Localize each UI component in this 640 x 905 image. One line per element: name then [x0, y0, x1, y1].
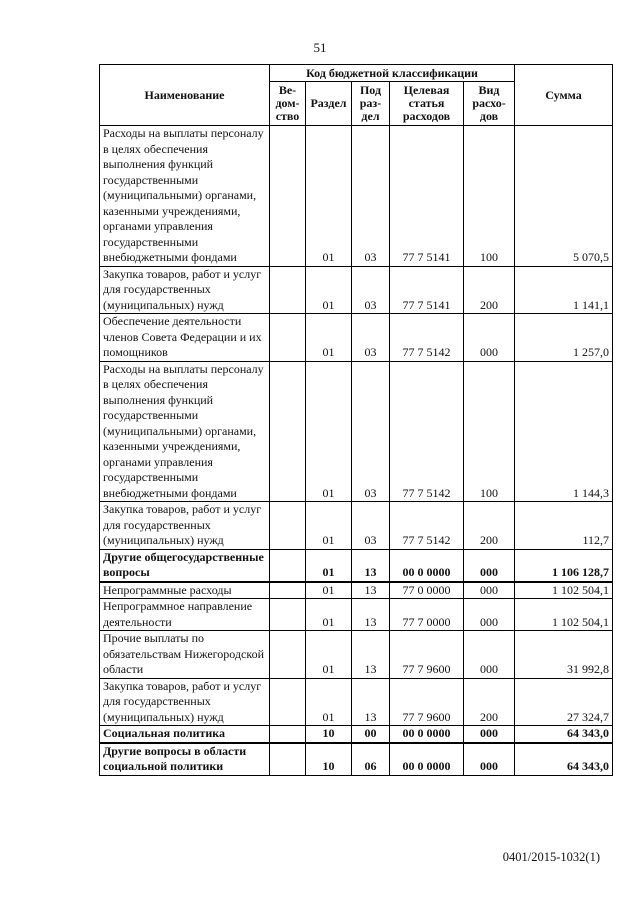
row-podrazdel: 03: [352, 314, 390, 362]
row-sum: 112,7: [515, 502, 613, 550]
row-razdel: 01: [306, 599, 352, 631]
row-podrazdel: 13: [352, 678, 390, 726]
row-podrazdel: 03: [352, 361, 390, 502]
table-row: [100, 266, 613, 314]
row-name: Расходы на выплаты персоналу в целях обеспечения выполнения функций государственными (муниципальными) органами, казенными учреждениями, органами управления государственными внебюджетными фондами: [100, 126, 270, 267]
table-row: [100, 678, 613, 726]
header-classification-group: Код бюджетной классификации: [270, 65, 515, 82]
table-row: [100, 126, 613, 267]
row-razdel: 01: [306, 314, 352, 362]
table-row: [100, 599, 613, 631]
row-podrazdel: 00: [352, 726, 390, 743]
table-row: [100, 549, 613, 582]
row-sum: 27 324,7: [515, 678, 613, 726]
row-sum: 1 257,0: [515, 314, 613, 362]
row-expense-type: 100: [464, 126, 515, 267]
row-vedomstvo: [270, 599, 306, 631]
budget-table-body: [100, 126, 613, 776]
row-expense-type: 000: [464, 599, 515, 631]
row-target-article: 77 7 5142: [390, 361, 464, 502]
row-target-article: 77 7 0000: [390, 599, 464, 631]
row-name: Другие общегосударственные вопросы: [100, 549, 270, 582]
page-number: 51: [313, 40, 327, 55]
row-expense-type: 200: [464, 266, 515, 314]
row-target-article: 77 7 5142: [390, 502, 464, 550]
row-vedomstvo: [270, 126, 306, 267]
header-podrazdel: Под раз-дел: [352, 82, 390, 126]
row-target-article: 77 7 5142: [390, 314, 464, 362]
table-row: [100, 502, 613, 550]
row-target-article: 00 0 0000: [390, 726, 464, 743]
row-name: Непрограммные расходы: [100, 582, 270, 599]
row-razdel: 01: [306, 678, 352, 726]
row-vedomstvo: [270, 582, 306, 599]
row-sum: 5 070,5: [515, 126, 613, 267]
row-name: Непрограммное направление деятельности: [100, 599, 270, 631]
table-row: [100, 743, 613, 776]
row-razdel: 01: [306, 631, 352, 679]
header-vedomstvo: Ве-дом-ство: [270, 82, 306, 126]
table-row: [100, 631, 613, 679]
row-sum: 1 102 504,1: [515, 599, 613, 631]
row-razdel: 10: [306, 743, 352, 776]
row-target-article: 00 0 0000: [390, 549, 464, 582]
row-podrazdel: 13: [352, 582, 390, 599]
row-name: Прочие выплаты по обязательствам Нижегородской области: [100, 631, 270, 679]
table-row: [100, 582, 613, 599]
row-sum: 64 343,0: [515, 726, 613, 743]
row-expense-type: 000: [464, 582, 515, 599]
row-podrazdel: 13: [352, 599, 390, 631]
row-expense-type: 000: [464, 726, 515, 743]
row-expense-type: 200: [464, 678, 515, 726]
row-target-article: 77 0 0000: [390, 582, 464, 599]
row-sum: 1 106 128,7: [515, 549, 613, 582]
row-podrazdel: 03: [352, 502, 390, 550]
row-vedomstvo: [270, 361, 306, 502]
row-expense-type: 200: [464, 502, 515, 550]
table-row: [100, 314, 613, 362]
row-name: Социальная политика: [100, 726, 270, 743]
budget-table: [99, 64, 613, 776]
row-vedomstvo: [270, 314, 306, 362]
row-name: Обеспечение деятельности членов Совета Федерации и их помощников: [100, 314, 270, 362]
row-sum: 31 992,8: [515, 631, 613, 679]
table-row: [100, 726, 613, 743]
row-sum: 1 141,1: [515, 266, 613, 314]
row-vedomstvo: [270, 743, 306, 776]
row-sum: 1 144,3: [515, 361, 613, 502]
row-name: Закупка товаров, работ и услуг для государственных (муниципальных) нужд: [100, 502, 270, 550]
row-sum: 64 343,0: [515, 743, 613, 776]
row-vedomstvo: [270, 678, 306, 726]
row-expense-type: 000: [464, 631, 515, 679]
row-target-article: 77 7 5141: [390, 266, 464, 314]
header-expense-type: Вид расхо-дов: [464, 82, 515, 126]
row-podrazdel: 03: [352, 266, 390, 314]
row-vedomstvo: [270, 726, 306, 743]
header-target-article: Целевая статья расходов: [390, 82, 464, 126]
table-row: [100, 361, 613, 502]
row-podrazdel: 13: [352, 549, 390, 582]
row-vedomstvo: [270, 631, 306, 679]
row-podrazdel: 13: [352, 631, 390, 679]
row-expense-type: 100: [464, 361, 515, 502]
row-razdel: 01: [306, 582, 352, 599]
document-code: 0401/2015-1032(1): [502, 850, 600, 864]
row-razdel: 10: [306, 726, 352, 743]
row-name: Закупка товаров, работ и услуг для государственных (муниципальных) нужд: [100, 678, 270, 726]
row-target-article: 77 7 9600: [390, 678, 464, 726]
row-name: Другие вопросы в области социальной политики: [100, 743, 270, 776]
row-razdel: 01: [306, 502, 352, 550]
header-sum: Сумма: [515, 65, 613, 126]
row-razdel: 01: [306, 549, 352, 582]
row-razdel: 01: [306, 126, 352, 267]
row-name: Расходы на выплаты персоналу в целях обеспечения выполнения функций государственными (муниципальными) органами, казенными учреждениями, органами управления государственными внебюджетными фондами: [100, 361, 270, 502]
row-target-article: 77 7 9600: [390, 631, 464, 679]
row-expense-type: 000: [464, 314, 515, 362]
row-target-article: 77 7 5141: [390, 126, 464, 267]
row-name: Закупка товаров, работ и услуг для государственных (муниципальных) нужд: [100, 266, 270, 314]
header-name: Наименование: [100, 65, 270, 126]
header-razdel: Раздел: [306, 82, 352, 126]
row-sum: 1 102 504,1: [515, 582, 613, 599]
row-vedomstvo: [270, 549, 306, 582]
row-podrazdel: 03: [352, 126, 390, 267]
row-vedomstvo: [270, 502, 306, 550]
row-target-article: 00 0 0000: [390, 743, 464, 776]
row-podrazdel: 06: [352, 743, 390, 776]
row-expense-type: 000: [464, 743, 515, 776]
row-razdel: 01: [306, 266, 352, 314]
row-vedomstvo: [270, 266, 306, 314]
row-expense-type: 000: [464, 549, 515, 582]
row-razdel: 01: [306, 361, 352, 502]
